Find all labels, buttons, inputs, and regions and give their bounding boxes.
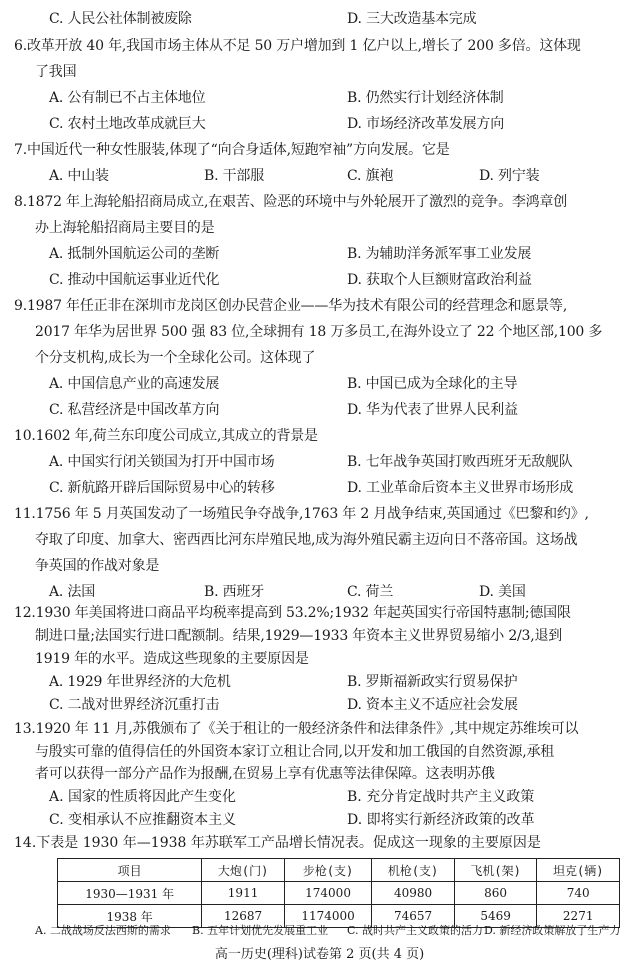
q5-options-cd — [14, 6, 633, 32]
q9-stem-line3: 个分支机构,成长为一个全球化公司。这体现了 — [35, 350, 316, 366]
q13-option-d: D. 即将实行新经济政策的改革 — [347, 812, 535, 828]
table-cell: 2271 — [537, 905, 620, 928]
q6-options-ab — [14, 85, 633, 111]
table-header-cell: 坦克(辆) — [537, 859, 620, 882]
q8-option-d: D. 获取个人巨额财富政治利益 — [347, 272, 532, 288]
q12-option-d: D. 资本主义不适应社会发展 — [347, 697, 518, 713]
q13-option-b: B. 充分肯定战时共产主义政策 — [347, 789, 535, 805]
table-cell: 1174000 — [284, 905, 371, 928]
q6-options-cd — [14, 111, 633, 137]
table-cell: 5469 — [454, 905, 537, 928]
q10-options-cd — [14, 475, 633, 501]
q14-option-d: D. 新经济政策解放了生产力 — [484, 924, 621, 937]
q10-option-a: A. 中国实行闭关锁国为打开中国市场 — [49, 454, 275, 470]
q11-stem-line2: 夺取了印度、加拿大、密西西比河东岸殖民地,成为海外殖民霸主迈向日不落帝国。这场战 — [35, 532, 578, 548]
table-header-row — [58, 859, 620, 882]
q13-stem-line3: 者可以获得一部分产品作为报酬,在贸易上享有优惠等法律保障。这表明苏俄 — [35, 766, 495, 782]
table-cell: 1930—1931 年 — [58, 882, 202, 905]
q14-option-c: C. 战时共产主义政策的活力 — [347, 924, 484, 937]
q10-stem-line1: 10.1602 年,荷兰东印度公司成立,其成立的背景是 — [14, 428, 318, 444]
q7-option-b: B. 干部服 — [204, 168, 264, 184]
q10-option-d: D. 工业革命后资本主义世界市场形成 — [347, 480, 574, 496]
table-header-cell: 机枪(支) — [372, 859, 455, 882]
q7-stem-line1: 7.中国近代一种女性服装,体现了“向合身适体,短跑窄袖”方向发展。它是 — [14, 142, 450, 158]
q12-option-c: C. 二战对世界经济沉重打击 — [49, 697, 220, 713]
q10-option-b: B. 七年战争英国打败西班牙无敌舰队 — [347, 454, 573, 470]
q6-stem-line2: 了我国 — [35, 64, 77, 80]
table-cell: 1911 — [202, 882, 285, 905]
q9-stem-line1: 9.1987 年任正非在深圳市龙岗区创办民营企业——华为技术有限公司的经营理念和愿景等, — [14, 298, 568, 314]
q9-option-d: D. 华为代表了世界人民利益 — [347, 402, 518, 418]
table-row — [58, 882, 620, 905]
q7-option-a: A. 中山装 — [49, 168, 109, 184]
q11-stem-line1: 11.1756 年 5 月英国发动了一场殖民争夺战争,1763 年 2 月战争结束,英国通过《巴黎和约》, — [14, 506, 589, 522]
q6-option-b: B. 仍然实行计划经济体制 — [347, 90, 504, 106]
q9-option-c: C. 私营经济是中国改革方向 — [49, 402, 220, 418]
q9-stem-line2: 2017 年华为居世界 500 强 83 位,全球拥有 18 万多员工,在海外设立了 22 个地区部,100 多 — [35, 324, 603, 340]
q8-stem-line2: 办上海轮船招商局主要目的是 — [35, 220, 215, 236]
q7-options — [14, 163, 633, 189]
q13-options-cd — [14, 808, 633, 832]
q8-option-b: B. 为辅助洋务派军事工业发展 — [347, 246, 532, 262]
q12-option-b: B. 罗斯福新政实行贸易保护 — [347, 674, 518, 690]
q9-options-cd — [14, 397, 633, 423]
production-table — [57, 858, 620, 928]
q5-option-c: C. 人民公社体制被废除 — [49, 11, 192, 27]
q12-options-cd — [14, 692, 633, 718]
q6-option-c: C. 农村土地改革成就巨大 — [49, 116, 206, 132]
q13-options-ab — [14, 785, 633, 809]
q14-option-b: B. 五年计划优先发展重工业 — [192, 924, 329, 937]
q8-options-cd — [14, 267, 633, 293]
q13-stem-line2: 与殷实可靠的值得信任的外国资本家订立租让合同,以开发和加工俄国的自然资源,承租 — [35, 744, 555, 760]
q8-option-a: A. 抵制外国航运公司的垄断 — [49, 246, 220, 262]
q10-options-ab — [14, 449, 633, 475]
q10-option-c: C. 新航路开辟后国际贸易中心的转移 — [49, 480, 275, 496]
q8-stem-line1: 8.1872 年上海轮船招商局成立,在艰苦、险恶的环境中与外轮展开了激烈的竞争。李鸿章创 — [14, 194, 568, 210]
q13-stem-line1: 13.1920 年 11 月,苏俄颁布了《关于租让的一般经济条件和法律条件》,其中规定苏维埃可以 — [14, 721, 579, 737]
q12-stem-line1: 12.1930 年美国将进口商品平均税率提高到 53.2%;1932 年起英国实行帝国特惠制;德国限 — [14, 605, 571, 621]
q14-option-a: A. 二战战场反法西斯的需求 — [35, 924, 171, 937]
q8-option-c: C. 推动中国航运事业近代化 — [49, 272, 220, 288]
table-header-cell: 项目 — [58, 859, 202, 882]
q6-stem-line1: 6.改革开放 40 年,我国市场主体从不足 50 万户增加到 1 亿户以上,增长了 200 多倍。这体现 — [14, 38, 581, 54]
q7-option-c: C. 旗袍 — [347, 168, 394, 184]
q9-options-ab — [14, 371, 633, 397]
table-cell: 74657 — [372, 905, 455, 928]
page-footer: 高一历史(理科)试卷第 2 页(共 4 页) — [214, 947, 425, 962]
q11-option-d: D. 美国 — [479, 584, 526, 600]
q13-option-a: A. 国家的性质将因此产生变化 — [49, 789, 237, 805]
table-cell: 740 — [537, 882, 620, 905]
q12-stem-line2: 制进口量;法国实行进口配额制。结果,1929—1933 年资本主义世界贸易缩小 2/3,退到 — [35, 628, 563, 644]
q6-option-d: D. 市场经济改革发展方向 — [347, 116, 505, 132]
q9-option-a: A. 中国信息产业的高速发展 — [49, 376, 220, 392]
q6-option-a: A. 公有制已不占主体地位 — [49, 90, 206, 106]
q5-option-d: D. 三大改造基本完成 — [347, 11, 477, 27]
q12-stem-line3: 1919 年的水平。造成这些现象的主要原因是 — [35, 651, 309, 667]
q14-stem-line1: 14.下表是 1930 年—1938 年苏联军工产品增长情况表。促成这一现象的主要原因是 — [14, 835, 541, 851]
q13-option-c: C. 变相承认不应推翻资本主义 — [49, 812, 237, 828]
q9-option-b: B. 中国已成为全球化的主导 — [347, 376, 518, 392]
q11-option-a: A. 法国 — [49, 584, 96, 600]
table-cell: 174000 — [284, 882, 371, 905]
table-cell: 12687 — [202, 905, 285, 928]
q11-stem-line3: 争英国的作战对象是 — [35, 558, 160, 574]
q11-option-b: B. 西班牙 — [204, 584, 264, 600]
q7-option-d: D. 列宁装 — [479, 168, 540, 184]
table-header-cell: 飞机(架) — [454, 859, 537, 882]
q14-options — [14, 920, 633, 942]
q11-option-c: C. 荷兰 — [347, 584, 394, 600]
table-header-cell: 步枪(支) — [284, 859, 371, 882]
table-cell: 1938 年 — [58, 905, 202, 928]
q12-option-a: A. 1929 年世界经济的大危机 — [49, 674, 231, 690]
table-cell: 860 — [454, 882, 537, 905]
q8-options-ab — [14, 241, 633, 267]
table-header-cell: 大炮(门) — [202, 859, 285, 882]
table-cell: 40980 — [372, 882, 455, 905]
